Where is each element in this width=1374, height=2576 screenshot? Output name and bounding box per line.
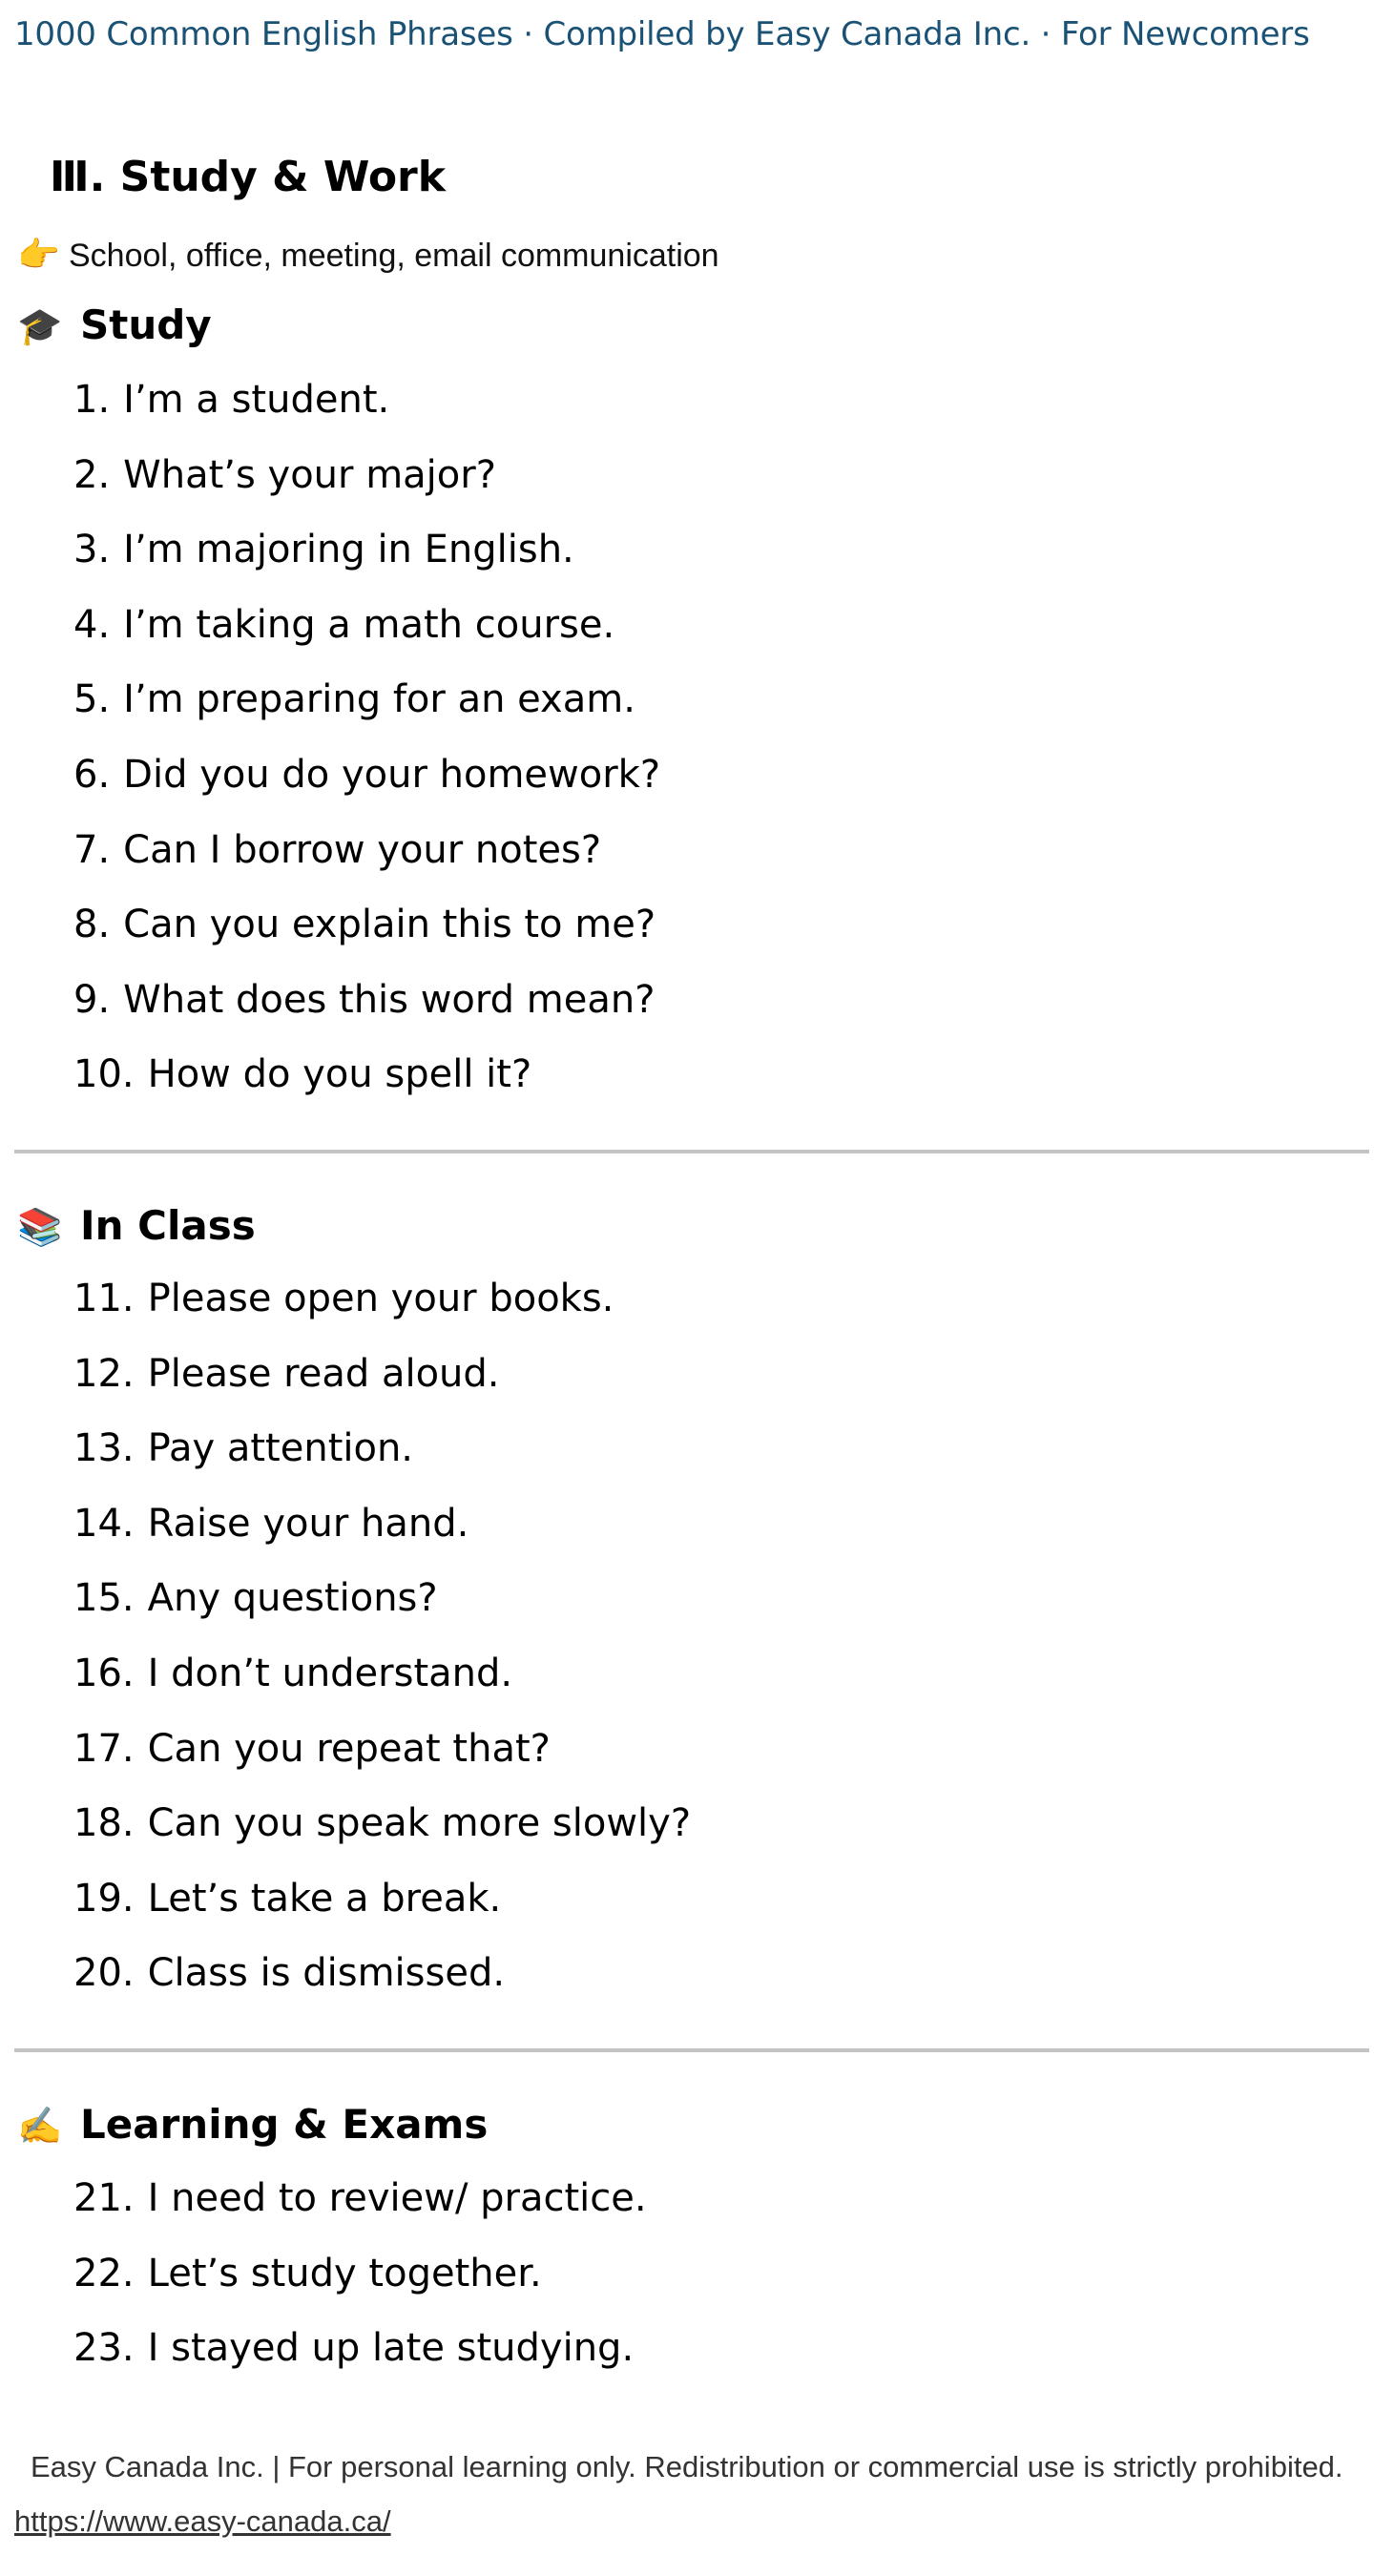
- phrase-text: I’m taking a math course.: [123, 602, 615, 647]
- chapter-title: Ⅲ. Study & Work: [50, 153, 447, 201]
- phrase-item: [73, 1486, 691, 1562]
- phrase-item: [73, 363, 660, 438]
- phrase-text: What does this word mean?: [123, 977, 656, 1022]
- phrase-number: 21.: [73, 2176, 135, 2220]
- phrase-text: I’m a student.: [123, 378, 390, 422]
- phrase-number: 19.: [73, 1876, 135, 1921]
- phrase-list-learning-exams: [73, 2161, 647, 2386]
- phrase-number: 17.: [73, 1726, 135, 1771]
- phrase-number: 13.: [73, 1426, 135, 1471]
- phrase-item: [73, 1261, 691, 1337]
- phrase-item: [73, 1411, 691, 1486]
- writing-hand-icon: ✍️: [17, 2105, 63, 2147]
- phrase-list-in-class: [73, 1261, 691, 2011]
- phrase-text: Class is dismissed.: [147, 1951, 506, 1996]
- section-title: In Class: [80, 1202, 256, 1249]
- section-divider: [14, 2048, 1369, 2052]
- phrase-item: [73, 1037, 660, 1112]
- phrase-text: Any questions?: [147, 1576, 438, 1621]
- document-header: 1000 Common English Phrases · Compiled by Easy Canada Inc. · For Newcomers: [14, 15, 1310, 53]
- phrase-number: 2.: [73, 452, 111, 497]
- phrase-text: I’m majoring in English.: [123, 528, 574, 572]
- phrase-item: [73, 1861, 691, 1937]
- phrase-item: [73, 2236, 647, 2312]
- phrase-text: Can I borrow your notes?: [123, 827, 602, 872]
- phrase-number: 14.: [73, 1501, 135, 1546]
- phrase-number: 16.: [73, 1651, 135, 1695]
- phrase-item: [73, 1712, 691, 1787]
- phrase-text: Did you do your homework?: [123, 752, 661, 797]
- section-title: Study: [80, 301, 212, 348]
- phrase-number: 15.: [73, 1576, 135, 1621]
- phrase-item: [73, 2161, 647, 2236]
- chapter-intro-text: School, office, meeting, email communication: [69, 238, 719, 274]
- chapter-intro: [17, 232, 719, 279]
- phrase-item: [73, 512, 660, 588]
- phrase-text: Let’s study together.: [147, 2251, 542, 2296]
- phrase-number: 7.: [73, 827, 111, 872]
- section-title: Learning & Exams: [80, 2101, 489, 2148]
- section-divider: [14, 1150, 1369, 1153]
- phrase-item: [73, 588, 660, 663]
- phrase-number: 22.: [73, 2251, 135, 2296]
- section-heading-study: [17, 299, 212, 353]
- phrase-text: I don’t understand.: [147, 1651, 513, 1695]
- books-icon: 📚: [17, 1206, 63, 1248]
- phrase-text: I need to review/ practice.: [147, 2176, 647, 2220]
- phrase-text: Pay attention.: [147, 1426, 414, 1471]
- phrase-list-study: [73, 363, 660, 1112]
- phrase-number: 10.: [73, 1052, 135, 1097]
- section-heading-in-class: [17, 1199, 256, 1254]
- phrase-text: Please read aloud.: [147, 1351, 500, 1396]
- phrase-number: 4.: [73, 602, 111, 647]
- phrase-text: I stayed up late studying.: [147, 2326, 635, 2371]
- phrase-text: Let’s take a break.: [147, 1876, 502, 1921]
- phrase-text: Can you repeat that?: [147, 1726, 551, 1771]
- phrase-text: I’m preparing for an exam.: [123, 677, 635, 722]
- phrase-number: 1.: [73, 378, 111, 422]
- phrase-item: [73, 813, 660, 888]
- phrase-item: [73, 662, 660, 737]
- phrase-item: [73, 1561, 691, 1636]
- phrase-text: Please open your books.: [147, 1277, 614, 1320]
- phrase-item: [73, 963, 660, 1038]
- phrase-number: 3.: [73, 528, 111, 572]
- section-heading-learning-exams: [17, 2098, 488, 2152]
- phrase-item: [73, 1337, 691, 1412]
- phrase-text: Can you explain this to me?: [123, 903, 656, 947]
- graduation-cap-icon: 🎓: [17, 305, 63, 347]
- phrase-text: What’s your major?: [123, 452, 496, 497]
- phrase-item: [73, 2311, 647, 2386]
- phrase-number: 8.: [73, 903, 111, 947]
- phrase-number: 20.: [73, 1951, 135, 1996]
- phrase-text: Raise your hand.: [147, 1501, 469, 1546]
- phrase-number: 12.: [73, 1351, 135, 1396]
- phrase-item: [73, 438, 660, 513]
- phrase-item: [73, 737, 660, 813]
- phrase-number: 11.: [73, 1277, 135, 1320]
- phrase-item: [73, 1936, 691, 2011]
- website-link[interactable]: https://www.easy-canada.ca/: [14, 2504, 391, 2538]
- phrase-text: How do you spell it?: [147, 1052, 532, 1097]
- phrase-text: Can you speak more slowly?: [147, 1801, 692, 1846]
- phrase-number: 23.: [73, 2326, 135, 2371]
- phrase-item: [73, 1786, 691, 1861]
- phrase-item: [73, 887, 660, 963]
- pointing-hand-icon: 👉: [17, 235, 60, 274]
- phrase-number: 5.: [73, 677, 111, 722]
- phrase-number: 6.: [73, 752, 111, 797]
- phrase-number: 18.: [73, 1801, 135, 1846]
- phrase-number: 9.: [73, 977, 111, 1022]
- footer-note: Easy Canada Inc. | For personal learning only. Redistribution or commercial use is strictly prohibited.: [31, 2450, 1343, 2483]
- phrase-item: [73, 1636, 691, 1712]
